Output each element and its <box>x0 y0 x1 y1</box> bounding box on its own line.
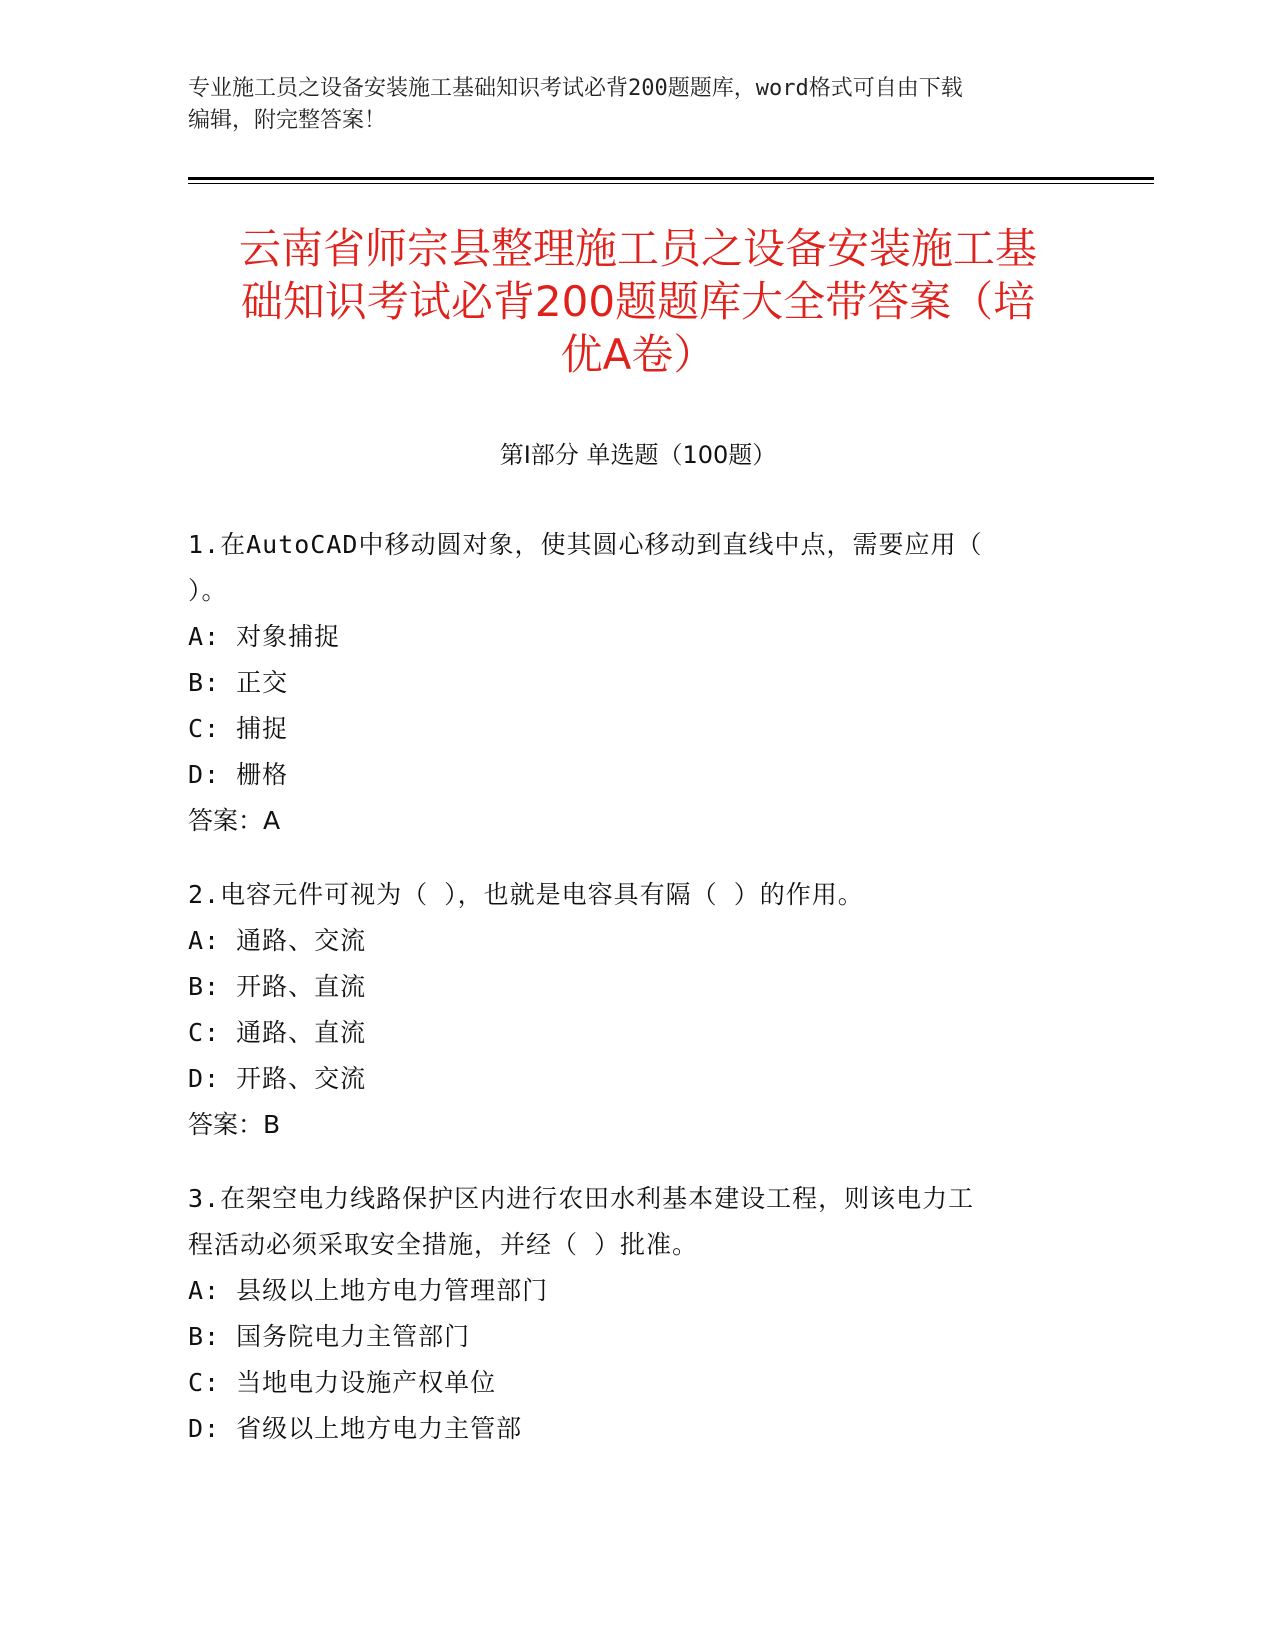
header-divider-thin <box>188 183 1154 184</box>
title-line: 优A卷） <box>560 330 716 379</box>
option-d: D: 省级以上地方电力主管部 <box>188 1414 523 1443</box>
answer: 答案：A <box>188 806 281 835</box>
question-list <box>188 522 1088 1480</box>
option-a: A: 县级以上地方电力管理部门 <box>188 1276 549 1305</box>
answer: 答案：B <box>188 1110 281 1139</box>
option-d: D: 栅格 <box>188 760 289 789</box>
header-line: 专业施工员之设备安装施工基础知识考试必背200题题库，word格式可自由下载 <box>188 76 963 101</box>
question-stem-line: 程活动必须采取安全措施，并经（ ）批准。 <box>188 1230 699 1259</box>
option-c: C: 通路、直流 <box>188 1018 367 1047</box>
question-2 <box>188 872 1088 1148</box>
question-stem-line: 2.电容元件可视为（ ），也就是电容具有隔（ ）的作用。 <box>188 880 864 909</box>
question-stem <box>188 522 1088 614</box>
document-header-note <box>188 73 1088 137</box>
section-heading: 第Ⅰ部分 单选题（100题） <box>499 441 777 469</box>
header-divider-thick <box>188 177 1154 180</box>
question-1 <box>188 522 1088 844</box>
question-stem <box>188 1176 1088 1268</box>
question-stem-line: ）。 <box>188 576 228 605</box>
question-stem <box>188 872 1088 918</box>
option-b: B: 开路、直流 <box>188 972 367 1001</box>
option-c: C: 当地电力设施产权单位 <box>188 1368 497 1397</box>
option-b: B: 国务院电力主管部门 <box>188 1322 471 1351</box>
question-stem-line: 1.在AutoCAD中移动圆对象，使其圆心移动到直线中点，需要应用（ <box>188 530 983 559</box>
header-line: 编辑，附完整答案！ <box>188 108 387 133</box>
option-d: D: 开路、交流 <box>188 1064 367 1093</box>
title-line: 础知识考试必背200题题库大全带答案（培 <box>240 277 1036 326</box>
document-title <box>188 222 1088 381</box>
question-stem-line: 3.在架空电力线路保护区内进行农田水利基本建设工程，则该电力工 <box>188 1184 975 1213</box>
title-line: 云南省师宗县整理施工员之设备安装施工基 <box>238 224 1037 273</box>
option-a: A: 对象捕捉 <box>188 622 341 651</box>
question-3 <box>188 1176 1088 1452</box>
option-c: C: 捕捉 <box>188 714 289 743</box>
option-a: A: 通路、交流 <box>188 926 367 955</box>
option-b: B: 正交 <box>188 668 289 697</box>
